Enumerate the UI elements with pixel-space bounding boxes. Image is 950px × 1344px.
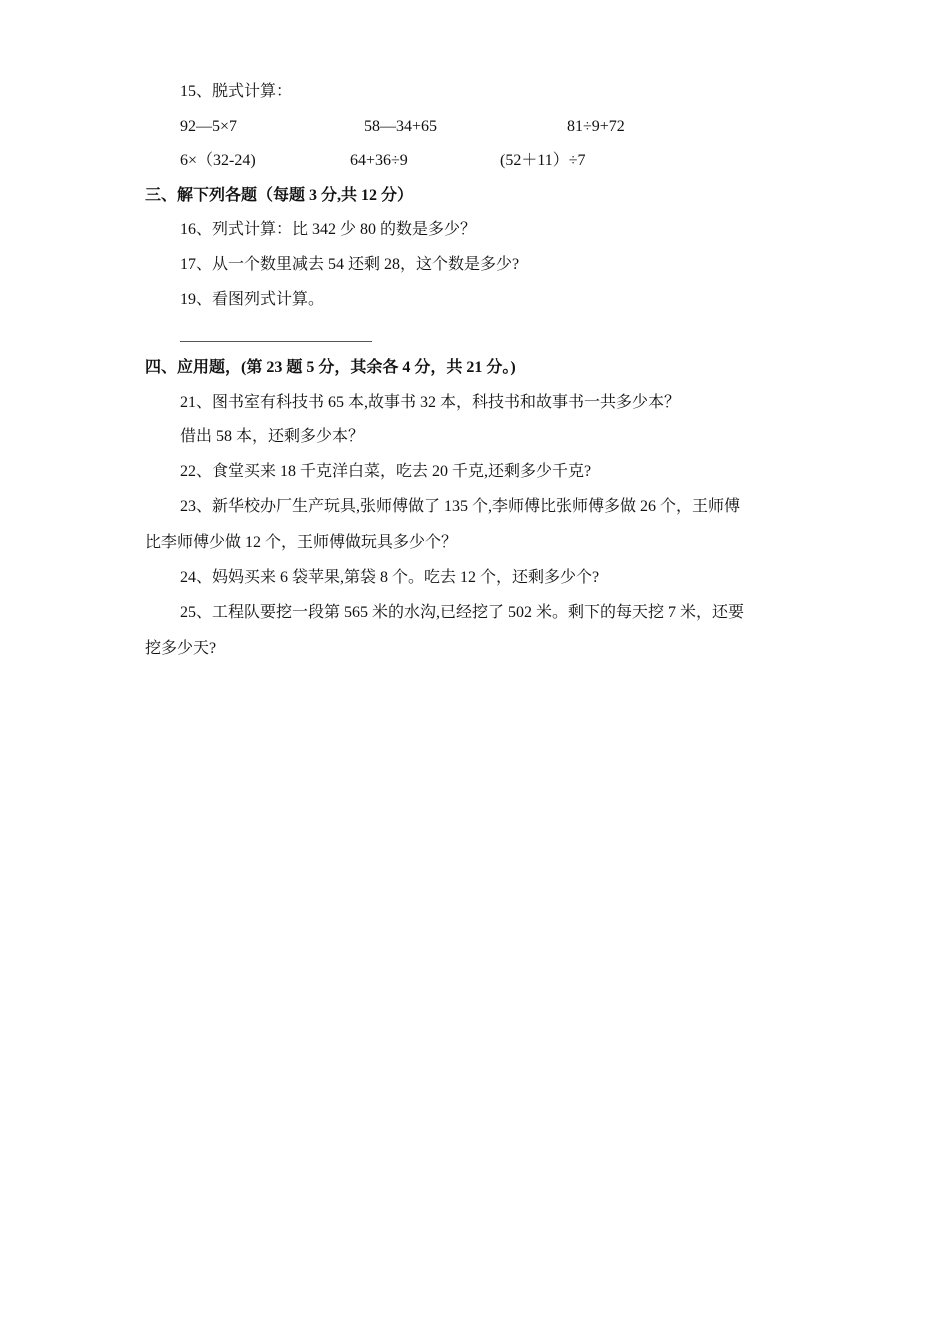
q15-expr-6: (52＋11）÷7 [500, 152, 586, 169]
q15-expr-4: 6×（32-24) [180, 152, 256, 169]
q25-line2: 挖多少天? [145, 640, 217, 657]
q23-line1: 23、新华校办厂生产玩具,张师傅做了 135 个,李师傅比张师傅多做 26 个，王师傅 [180, 498, 741, 515]
q22-text: 22、食堂买来 18 千克洋白菜，吃去 20 千克,还剩多少千克? [180, 463, 592, 480]
q21-line1: 21、图书室有科技书 65 本,故事书 32 本，科技书和故事书一共多少本？ [180, 394, 681, 411]
q24-text: 24、妈妈买来 6 袋苹果,第袋 8 个。吃去 12 个，还剩多少个? [180, 569, 600, 586]
q15-title: 15、脱式计算： [180, 83, 293, 100]
q21-line2: 借出 58 本，还剩多少本？ [180, 428, 365, 445]
q16-text: 16、列式计算：比 342 少 80 的数是多少？ [180, 221, 477, 238]
section4-heading: 四、应用题，(第 23 题 5 分，其余各 4 分，共 21 分。) [145, 359, 516, 376]
q15-expr-3: 81÷9+72 [567, 118, 625, 135]
q15-expr-2: 58—34+65 [364, 118, 438, 135]
q15-expr-5: 64+36÷9 [350, 152, 408, 169]
q19-text: 19、看图列式计算。 [180, 291, 325, 308]
q23-line2: 比李师傅少做 12 个，王师傅做玩具多少个？ [145, 534, 458, 551]
q25-line1: 25、工程队要挖一段第 565 米的水沟,已经挖了 502 米。剩下的每天挖 7 米，还要 [180, 604, 745, 621]
section3-heading: 三、解下列各题（每题 3 分,共 12 分） [145, 187, 414, 204]
answer-rule [180, 341, 372, 342]
q15-expr-1: 92—5×7 [180, 118, 238, 135]
q17-text: 17、从一个数里减去 54 还剩 28，这个数是多少? [180, 256, 520, 273]
